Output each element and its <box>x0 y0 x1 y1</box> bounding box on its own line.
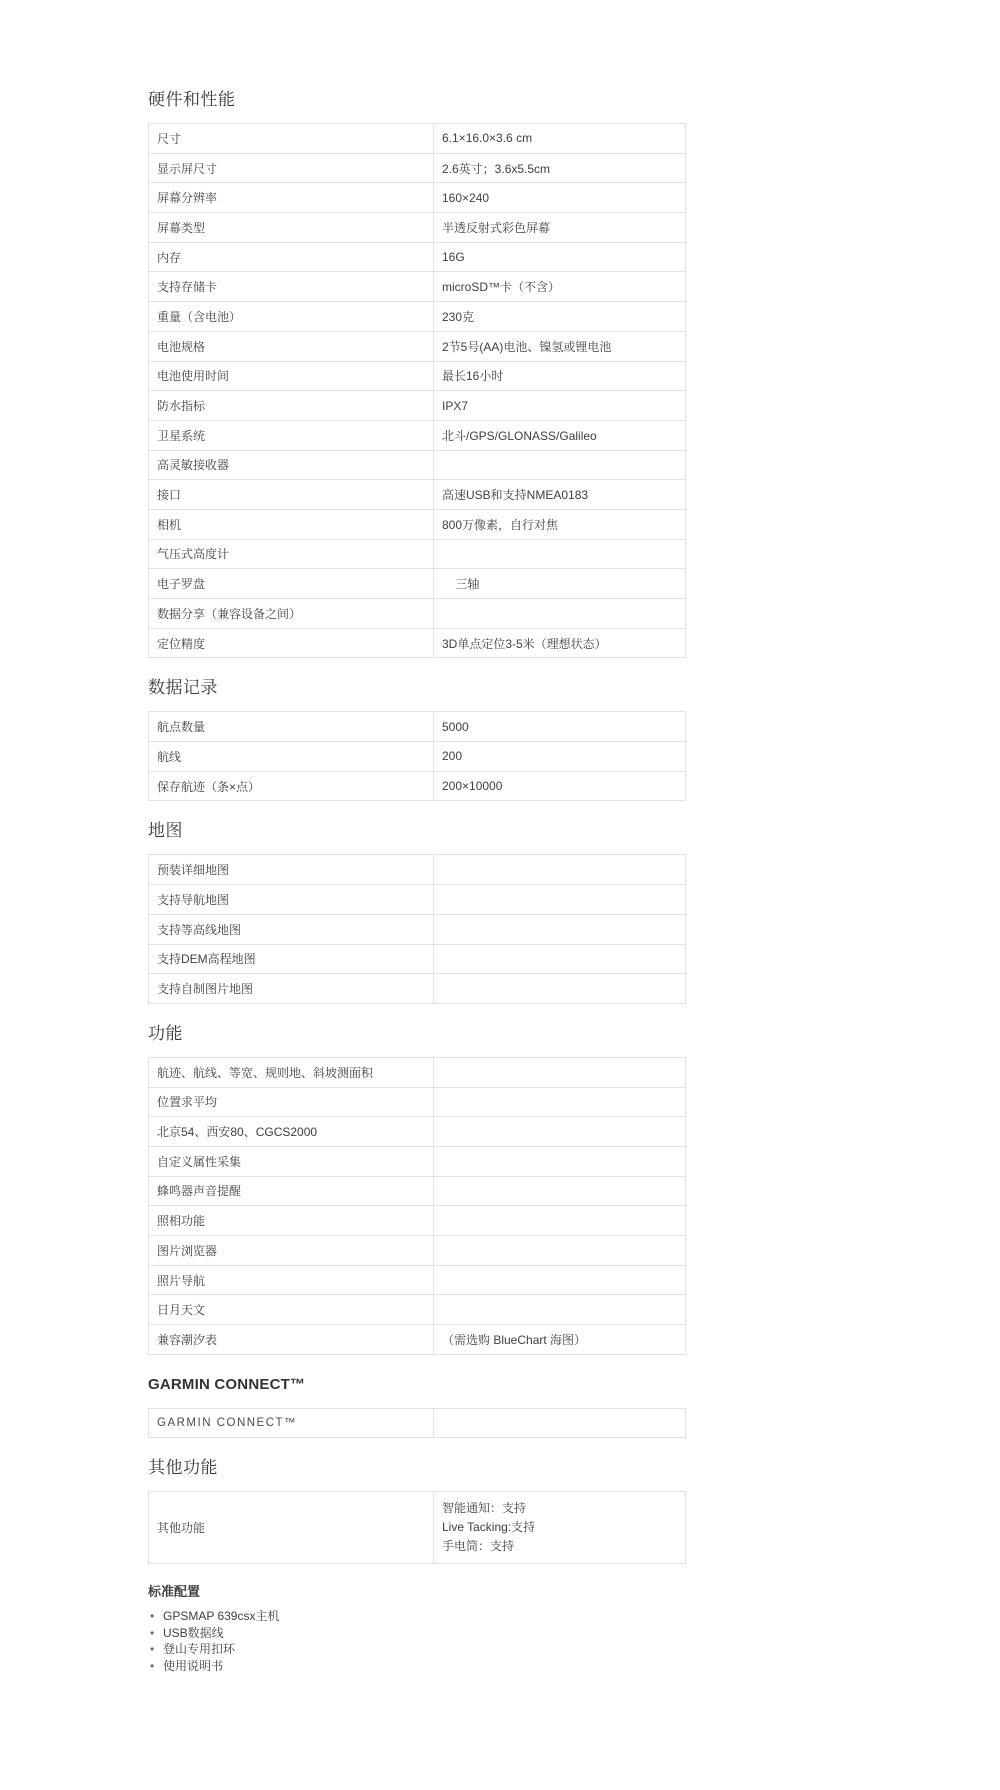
row-label: 定位精度 <box>149 629 434 658</box>
row-value <box>434 945 685 974</box>
row-value: （需选购 BlueChart 海图） <box>442 1332 587 1347</box>
row-label: 日月天文 <box>149 1295 434 1324</box>
row-value: IPX7 <box>442 398 469 413</box>
spec-table-other-features <box>148 1491 686 1564</box>
spec-table-features <box>148 1057 686 1355</box>
row-value: 北斗/GPS/GLONASS/Galileo <box>442 428 597 443</box>
row-label: 预装详细地图 <box>149 855 434 884</box>
row-value: 6.1×16.0×3.6 cm <box>442 131 533 146</box>
row-value <box>434 1088 685 1117</box>
row-value: 半透反射式彩色屏幕 <box>442 220 551 235</box>
row-value <box>434 1206 685 1235</box>
row-label: 支持导航地图 <box>149 885 434 914</box>
row-label: 屏幕分辨率 <box>149 183 434 212</box>
row-label: 重量（含电池） <box>149 302 434 331</box>
table-row <box>149 1409 685 1438</box>
table-row <box>149 742 685 772</box>
table-row <box>149 885 685 915</box>
row-value: 200 <box>442 749 463 764</box>
row-value <box>434 451 685 480</box>
row-label: 航点数量 <box>149 712 434 741</box>
row-label: 保存航迹（条×点） <box>149 772 434 801</box>
row-value: 三轴 <box>442 577 480 592</box>
package-item: • 使用说明书 <box>148 1658 686 1675</box>
row-value: 160×240 <box>442 190 490 205</box>
row-value <box>434 540 685 569</box>
table-row <box>149 599 685 629</box>
table-row <box>149 213 685 243</box>
table-row <box>149 272 685 302</box>
table-row <box>149 124 685 154</box>
row-value: 2.6英寸；3.6x5.5cm <box>442 161 551 176</box>
row-value <box>434 974 685 1003</box>
table-row <box>149 391 685 421</box>
table-row <box>149 480 685 510</box>
spec-section-garmin-connect <box>148 1375 686 1439</box>
standard-package <box>148 1584 686 1674</box>
row-value: 2节5号(AA)电池、镍氢或锂电池 <box>442 339 612 354</box>
section-title-hardware: 硬件和性能 <box>148 90 236 109</box>
table-row <box>149 1058 685 1088</box>
row-value <box>434 1492 685 1563</box>
spec-section-data-recording <box>148 678 686 801</box>
section-title-maps: 地图 <box>148 821 183 841</box>
row-label: 相机 <box>149 510 434 539</box>
row-value <box>434 1058 685 1087</box>
row-label: 支持等高线地图 <box>149 915 434 944</box>
row-label: 显示屏尺寸 <box>149 154 434 183</box>
row-label: 数据分享（兼容设备之间） <box>149 599 434 628</box>
row-value-line: 智能通知：支持 <box>442 1501 527 1516</box>
spec-table-maps <box>148 854 686 1003</box>
standard-package-title: 标准配置 <box>148 1584 201 1600</box>
table-row <box>149 772 685 801</box>
table-row <box>149 421 685 451</box>
table-row <box>149 945 685 975</box>
standard-package-list <box>148 1608 686 1674</box>
row-value <box>434 599 685 628</box>
table-row <box>149 569 685 599</box>
row-label: 高灵敏接收器 <box>149 451 434 480</box>
table-row <box>149 1492 685 1563</box>
row-value <box>434 1177 685 1206</box>
row-value: 最长16小时 <box>442 369 504 384</box>
table-row <box>149 915 685 945</box>
row-label: 卫星系统 <box>149 421 434 450</box>
row-label: 支持自制图片地图 <box>149 974 434 1003</box>
row-value <box>434 1236 685 1265</box>
spec-section-maps <box>148 821 686 1003</box>
row-label: 航迹、航线、等宽、规则地、斜坡测面积 <box>149 1058 434 1087</box>
row-value: microSD™卡（不含） <box>442 280 561 295</box>
spec-section-other-features <box>148 1458 686 1564</box>
section-title-data-recording: 数据记录 <box>148 678 218 698</box>
row-value <box>434 1409 685 1438</box>
table-row <box>149 540 685 570</box>
row-value: 16G <box>442 250 465 265</box>
row-label: 电池使用时间 <box>149 362 434 391</box>
row-label: 支持存储卡 <box>149 272 434 301</box>
row-value <box>434 1147 685 1176</box>
table-row <box>149 1147 685 1177</box>
table-row <box>149 712 685 742</box>
row-label: 自定义属性采集 <box>149 1147 434 1176</box>
table-row <box>149 362 685 392</box>
row-value <box>434 855 685 884</box>
row-value-line: Live Tacking:支持 <box>442 1520 536 1535</box>
row-value-line: 手电筒：支持 <box>442 1539 515 1554</box>
table-row <box>149 154 685 184</box>
row-label: 电子罗盘 <box>149 569 434 598</box>
package-item: • USB数据线 <box>148 1625 686 1642</box>
table-row <box>149 974 685 1003</box>
row-value: 5000 <box>442 719 469 734</box>
row-label: 支持DEM高程地图 <box>149 945 434 974</box>
table-row <box>149 1177 685 1207</box>
row-value <box>434 1266 685 1295</box>
section-title-features: 功能 <box>148 1023 183 1043</box>
section-title-other-features: 其他功能 <box>148 1458 218 1478</box>
row-label: 内存 <box>149 243 434 272</box>
table-row <box>149 855 685 885</box>
table-row <box>149 451 685 481</box>
row-label: 气压式高度计 <box>149 540 434 569</box>
table-row <box>149 1236 685 1266</box>
table-row <box>149 1325 685 1354</box>
table-row <box>149 243 685 273</box>
row-label: 防水指标 <box>149 391 434 420</box>
section-title-garmin-connect: GARMIN CONNECT™ <box>148 1375 306 1393</box>
spec-table-data-recording <box>148 711 686 801</box>
row-label: 尺寸 <box>149 124 434 153</box>
row-label: 航线 <box>149 742 434 771</box>
row-value <box>434 915 685 944</box>
row-label: 电池规格 <box>149 332 434 361</box>
table-row <box>149 629 685 658</box>
table-row <box>149 1088 685 1118</box>
spec-table-garmin-connect <box>148 1408 686 1439</box>
row-label: 蜂鸣器声音提醒 <box>149 1177 434 1206</box>
table-row <box>149 1266 685 1296</box>
table-row <box>149 302 685 332</box>
row-value: 230克 <box>442 309 475 324</box>
row-value: 3D单点定位3-5米（理想状态） <box>442 636 607 651</box>
table-row <box>149 1295 685 1325</box>
row-label: 接口 <box>149 480 434 509</box>
spec-section-hardware <box>148 90 686 658</box>
table-row <box>149 183 685 213</box>
spec-sections <box>148 90 686 1564</box>
row-label: 照片导航 <box>149 1266 434 1295</box>
row-label: 其他功能 <box>149 1492 434 1563</box>
row-label: 屏幕类型 <box>149 213 434 242</box>
table-row <box>149 510 685 540</box>
row-value: 800万像素，自行对焦 <box>442 517 559 532</box>
table-row <box>149 332 685 362</box>
package-item: • 登山专用扣环 <box>148 1641 686 1658</box>
row-value <box>434 1295 685 1324</box>
row-value: 200×10000 <box>442 779 503 794</box>
row-value: 高速USB和支持NMEA0183 <box>442 488 589 503</box>
row-label: 照相功能 <box>149 1206 434 1235</box>
spec-section-features <box>148 1024 686 1355</box>
package-item: • GPSMAP 639csx主机 <box>148 1608 686 1625</box>
row-label: 兼容潮汐表 <box>149 1325 434 1354</box>
table-row <box>149 1206 685 1236</box>
row-value <box>434 1117 685 1146</box>
table-row <box>149 1117 685 1147</box>
spec-table-hardware <box>148 123 686 658</box>
row-label: 图片浏览器 <box>149 1236 434 1265</box>
row-value <box>434 885 685 914</box>
row-label: 位置求平均 <box>149 1088 434 1117</box>
row-label: 北京54、西安80、CGCS2000 <box>149 1117 434 1146</box>
row-label: GARMIN CONNECT™ <box>149 1409 434 1438</box>
